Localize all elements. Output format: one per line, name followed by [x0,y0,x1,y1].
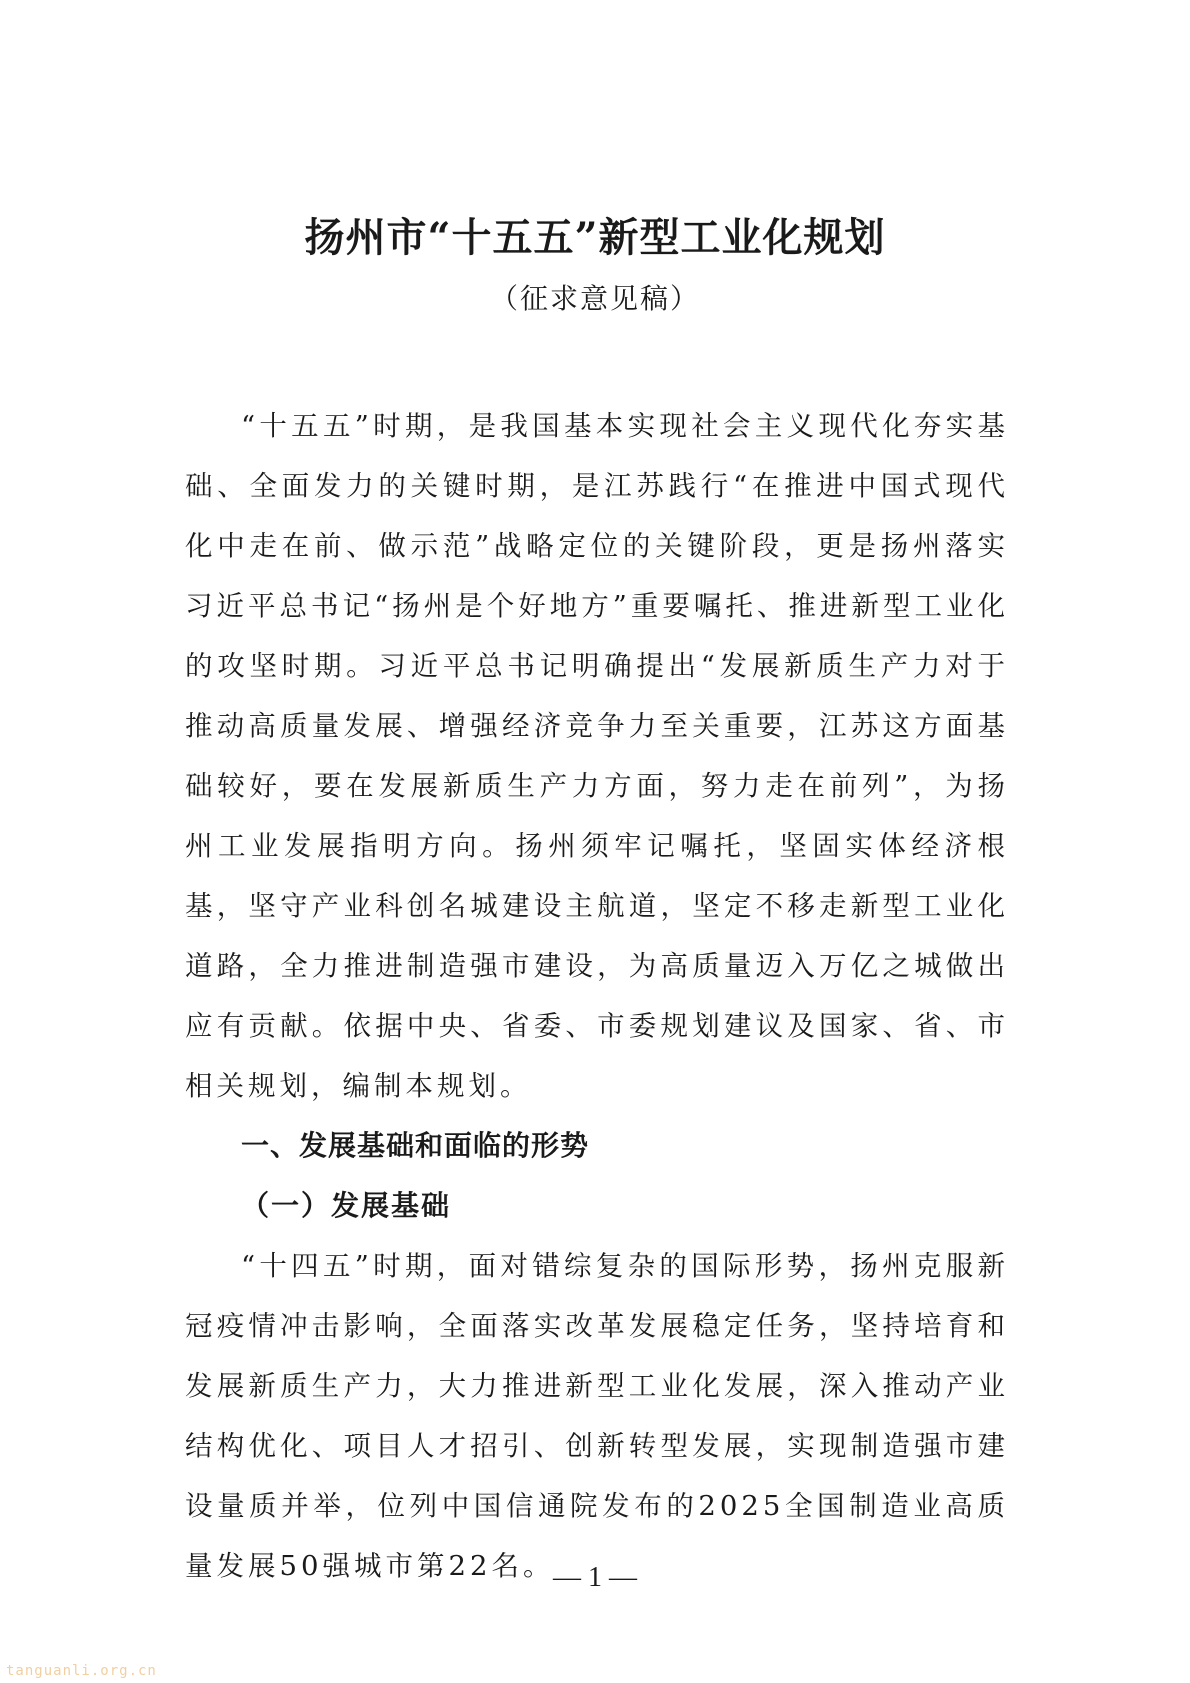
intro-paragraph: “十五五”时期，是我国基本实现社会主义现代化夯实基础、全面发力的关键时期，是江苏践行“在推进中国式现代化中走在前、做示范”战略定位的关键阶段，更是扬州落实习近平总书记“扬州是个好地方”重要嘱托、推进新型工业化的攻坚时期。习近平总书记明确提出“发展新质生产力对于推动高质量发展、增强经济竞争力至关重要，江苏这方面基础较好，要在发展新质生产力方面，努力走在前列”，为扬州工业发展指明方向。扬州须牢记嘱托，坚固实体经济根基，坚守产业科创名城建设主航道，坚定不移走新型工业化道路，全力推进制造强市建设，为高质量迈入万亿之城做出应有贡献。依据中央、省委、市委规划建议及国家、省、市相关规划，编制本规划。 [185,410,1009,1102]
subsection-heading-1-1: （一）发展基础 [241,1189,452,1222]
document-body [185,396,1009,1596]
document-subtitle: （征求意见稿） [489,282,700,315]
watermark-text: tanguanli.org.cn [6,1663,157,1679]
section-heading-1: 一、发展基础和面临的形势 [241,1129,590,1162]
document-title: 扬州市“十五五”新型工业化规划 [304,214,886,261]
page-number: — 1 — [553,1562,637,1593]
subsection-paragraph-1-1: “十四五”时期，面对错综复杂的国际形势，扬州克服新冠疫情冲击影响，全面落实改革发展稳定任务，坚持培育和发展新质生产力，大力推进新型工业化发展，深入推动产业结构优化、项目人才招引、创新转型发展，实现制造强市建设量质并举，位列中国信通院发布的2025全国制造业高质量发展50强城市第22名。 [185,1250,1009,1582]
